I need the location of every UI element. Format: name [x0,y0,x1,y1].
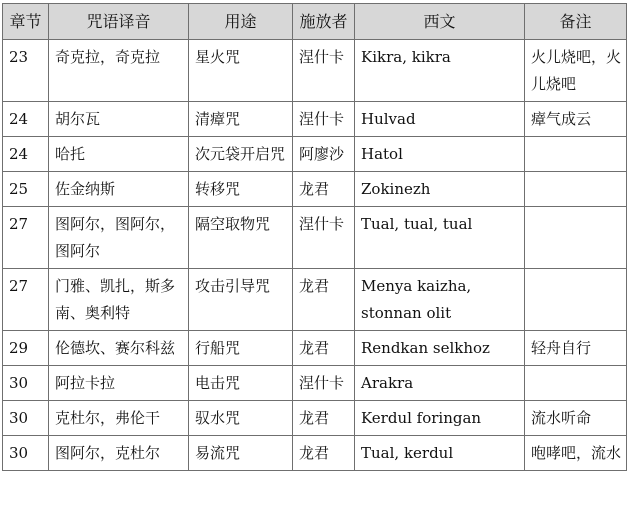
header-chapter: 章节 [3,4,49,40]
cell-use: 行船咒 [189,331,293,366]
cell-spell-name: 图阿尔，克杜尔 [49,436,189,471]
header-row [3,4,627,40]
cell-caster: 龙君 [293,401,355,436]
cell-use: 转移咒 [189,172,293,207]
cell-spell-name: 哈托 [49,137,189,172]
cell-caster: 龙君 [293,269,355,331]
cell-use: 攻击引导咒 [189,269,293,331]
table-row [3,269,627,331]
cell-caster: 涅什卡 [293,40,355,102]
cell-caster: 涅什卡 [293,102,355,137]
cell-caster: 龙君 [293,436,355,471]
cell-use: 电击咒 [189,366,293,401]
cell-chapter: 24 [3,102,49,137]
cell-chapter: 30 [3,366,49,401]
cell-chapter: 30 [3,436,49,471]
table-row [3,207,627,269]
spell-table [2,3,627,471]
cell-spell-name: 奇克拉，奇克拉 [49,40,189,102]
table-row [3,366,627,401]
cell-chapter: 23 [3,40,49,102]
cell-spell-name: 门雅、凯扎，斯多南、奥利特 [49,269,189,331]
header-spell-name: 咒语译音 [49,4,189,40]
cell-western: Arakra [355,366,525,401]
cell-caster: 涅什卡 [293,207,355,269]
table-row [3,102,627,137]
cell-caster: 阿廖沙 [293,137,355,172]
cell-note: 流水听命 [525,401,627,436]
cell-western: Menya kaizha, stonnan olit [355,269,525,331]
table-row [3,331,627,366]
cell-spell-name: 佐金纳斯 [49,172,189,207]
cell-western: Zokinezh [355,172,525,207]
cell-use: 隔空取物咒 [189,207,293,269]
cell-spell-name: 伦德坎、赛尔科兹 [49,331,189,366]
cell-use: 驭水咒 [189,401,293,436]
cell-note [525,172,627,207]
table-row [3,436,627,471]
cell-note [525,207,627,269]
cell-note: 火儿烧吧，火儿烧吧 [525,40,627,102]
table-row [3,401,627,436]
cell-caster: 龙君 [293,172,355,207]
table-row [3,137,627,172]
cell-use: 星火咒 [189,40,293,102]
header-western: 西文 [355,4,525,40]
cell-note: 咆哮吧，流水 [525,436,627,471]
cell-western: Hulvad [355,102,525,137]
header-use: 用途 [189,4,293,40]
cell-use: 清瘴咒 [189,102,293,137]
cell-use: 易流咒 [189,436,293,471]
cell-chapter: 30 [3,401,49,436]
cell-western: Tual, tual, tual [355,207,525,269]
cell-note [525,137,627,172]
cell-spell-name: 图阿尔，图阿尔，图阿尔 [49,207,189,269]
cell-note: 轻舟自行 [525,331,627,366]
cell-western: Tual, kerdul [355,436,525,471]
cell-western: Kerdul foringan [355,401,525,436]
cell-chapter: 27 [3,207,49,269]
header-note: 备注 [525,4,627,40]
cell-note [525,269,627,331]
cell-western: Kikra, kikra [355,40,525,102]
cell-chapter: 27 [3,269,49,331]
cell-spell-name: 克杜尔，弗伦干 [49,401,189,436]
table-row [3,40,627,102]
cell-chapter: 29 [3,331,49,366]
cell-caster: 涅什卡 [293,366,355,401]
table-row [3,172,627,207]
cell-western: Hatol [355,137,525,172]
cell-caster: 龙君 [293,331,355,366]
cell-spell-name: 阿拉卡拉 [49,366,189,401]
cell-chapter: 24 [3,137,49,172]
cell-chapter: 25 [3,172,49,207]
header-caster: 施放者 [293,4,355,40]
cell-note [525,366,627,401]
cell-spell-name: 胡尔瓦 [49,102,189,137]
cell-note: 瘴气成云 [525,102,627,137]
cell-western: Rendkan selkhoz [355,331,525,366]
cell-use: 次元袋开启咒 [189,137,293,172]
